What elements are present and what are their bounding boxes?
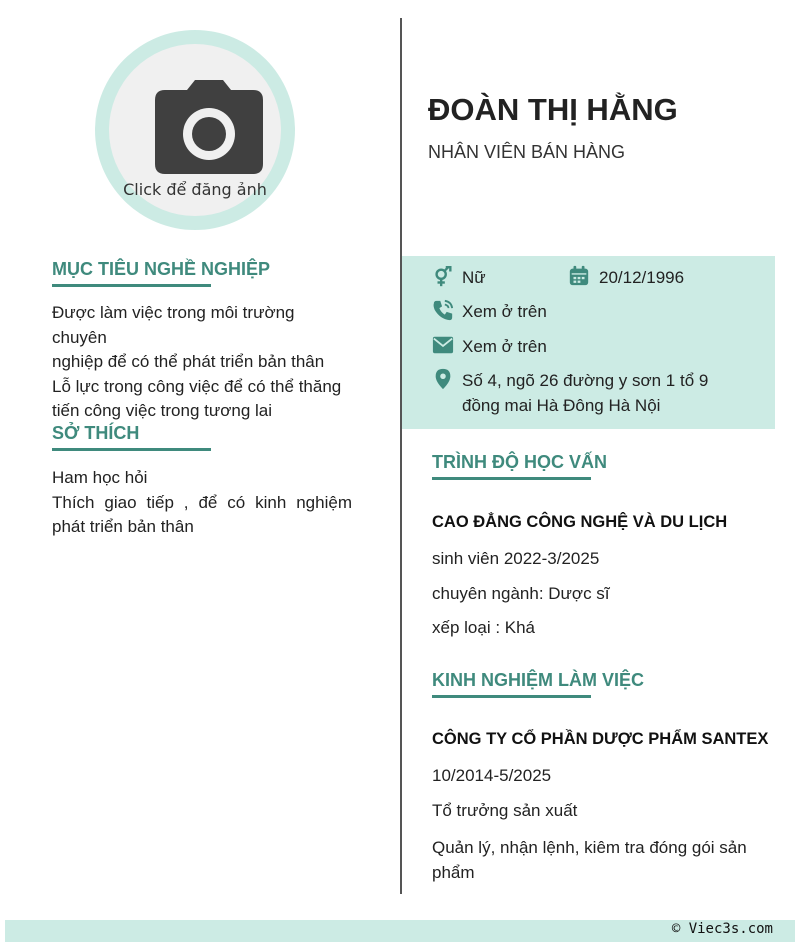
column-divider	[400, 18, 402, 894]
birthday-value: 20/12/1996	[599, 268, 685, 287]
experience-desc-line: phẩm	[432, 863, 475, 882]
candidate-name: ĐOÀN THỊ HẰNG	[428, 92, 678, 127]
avatar-placeholder	[109, 44, 281, 216]
contact-info-box	[402, 256, 775, 429]
hobbies-title: SỞ THÍCH	[52, 423, 140, 443]
gender-icon	[432, 266, 454, 288]
job-title: NHÂN VIÊN BÁN HÀNG	[428, 142, 626, 162]
avatar-label: Click để đăng ảnh	[123, 180, 267, 199]
hobbies-text	[52, 466, 352, 540]
career-goal-line: Lỗ lực trong công việc để có thể thăng	[52, 376, 342, 396]
experience-underline	[432, 695, 591, 698]
experience-period: 10/2014-5/2025	[432, 766, 552, 785]
address-value	[462, 369, 708, 418]
hobbies-underline	[52, 448, 211, 451]
address-line: đồng mai Hà Đông Hà Nội	[462, 395, 661, 415]
email-icon	[432, 334, 454, 356]
avatar-upload[interactable]	[95, 30, 295, 230]
career-goal-title: MỤC TIÊU NGHỀ NGHIỆP	[52, 259, 271, 279]
hobby-line: Thích giao tiếp , để có kinh nghiệm	[52, 492, 352, 512]
phone-value: Xem ở trên	[462, 302, 547, 321]
career-goal-line: Được làm việc trong môi trường chuyên	[52, 303, 295, 347]
education-grade: xếp loại : Khá	[432, 618, 536, 637]
education-school: CAO ĐẲNG CÔNG NGHỆ VÀ DU LỊCH	[432, 513, 728, 531]
hobby-line: Ham học hỏi	[52, 468, 148, 487]
education-major: chuyên ngành: Dược sĩ	[432, 584, 610, 603]
address-line: Số 4, ngõ 26 đường y sơn 1 tổ 9	[462, 371, 709, 390]
career-goal-line: nghiệp để có thể phát triển bản thân	[52, 352, 325, 371]
career-goal-text	[52, 301, 352, 424]
gender-value: Nữ	[462, 268, 486, 287]
footer-bar	[5, 920, 795, 942]
hobby-line: phát triển bản thân	[52, 517, 194, 536]
experience-description	[432, 835, 747, 885]
camera-icon	[155, 80, 263, 174]
calendar-icon	[568, 265, 590, 287]
location-pin-icon	[432, 368, 454, 390]
experience-company: CÔNG TY CỔ PHẦN DƯỢC PHẨM SANTEX	[432, 730, 769, 748]
education-underline	[432, 477, 591, 480]
phone-icon	[432, 299, 454, 321]
career-goal-line: tiến công việc trong tương lai	[52, 401, 273, 420]
experience-desc-line: Quản lý, nhận lệnh, kiêm tra đóng gói sản	[432, 838, 747, 857]
education-period: sinh viên 2022-3/2025	[432, 549, 600, 568]
career-goal-underline	[52, 284, 211, 287]
education-title: TRÌNH ĐỘ HỌC VẤN	[432, 452, 607, 472]
email-value: Xem ở trên	[462, 337, 547, 356]
experience-title: KINH NGHIỆM LÀM VIỆC	[432, 670, 645, 690]
experience-position: Tổ trưởng sản xuất	[432, 801, 578, 820]
footer-copyright[interactable]: © Viec3s.com	[671, 921, 773, 937]
